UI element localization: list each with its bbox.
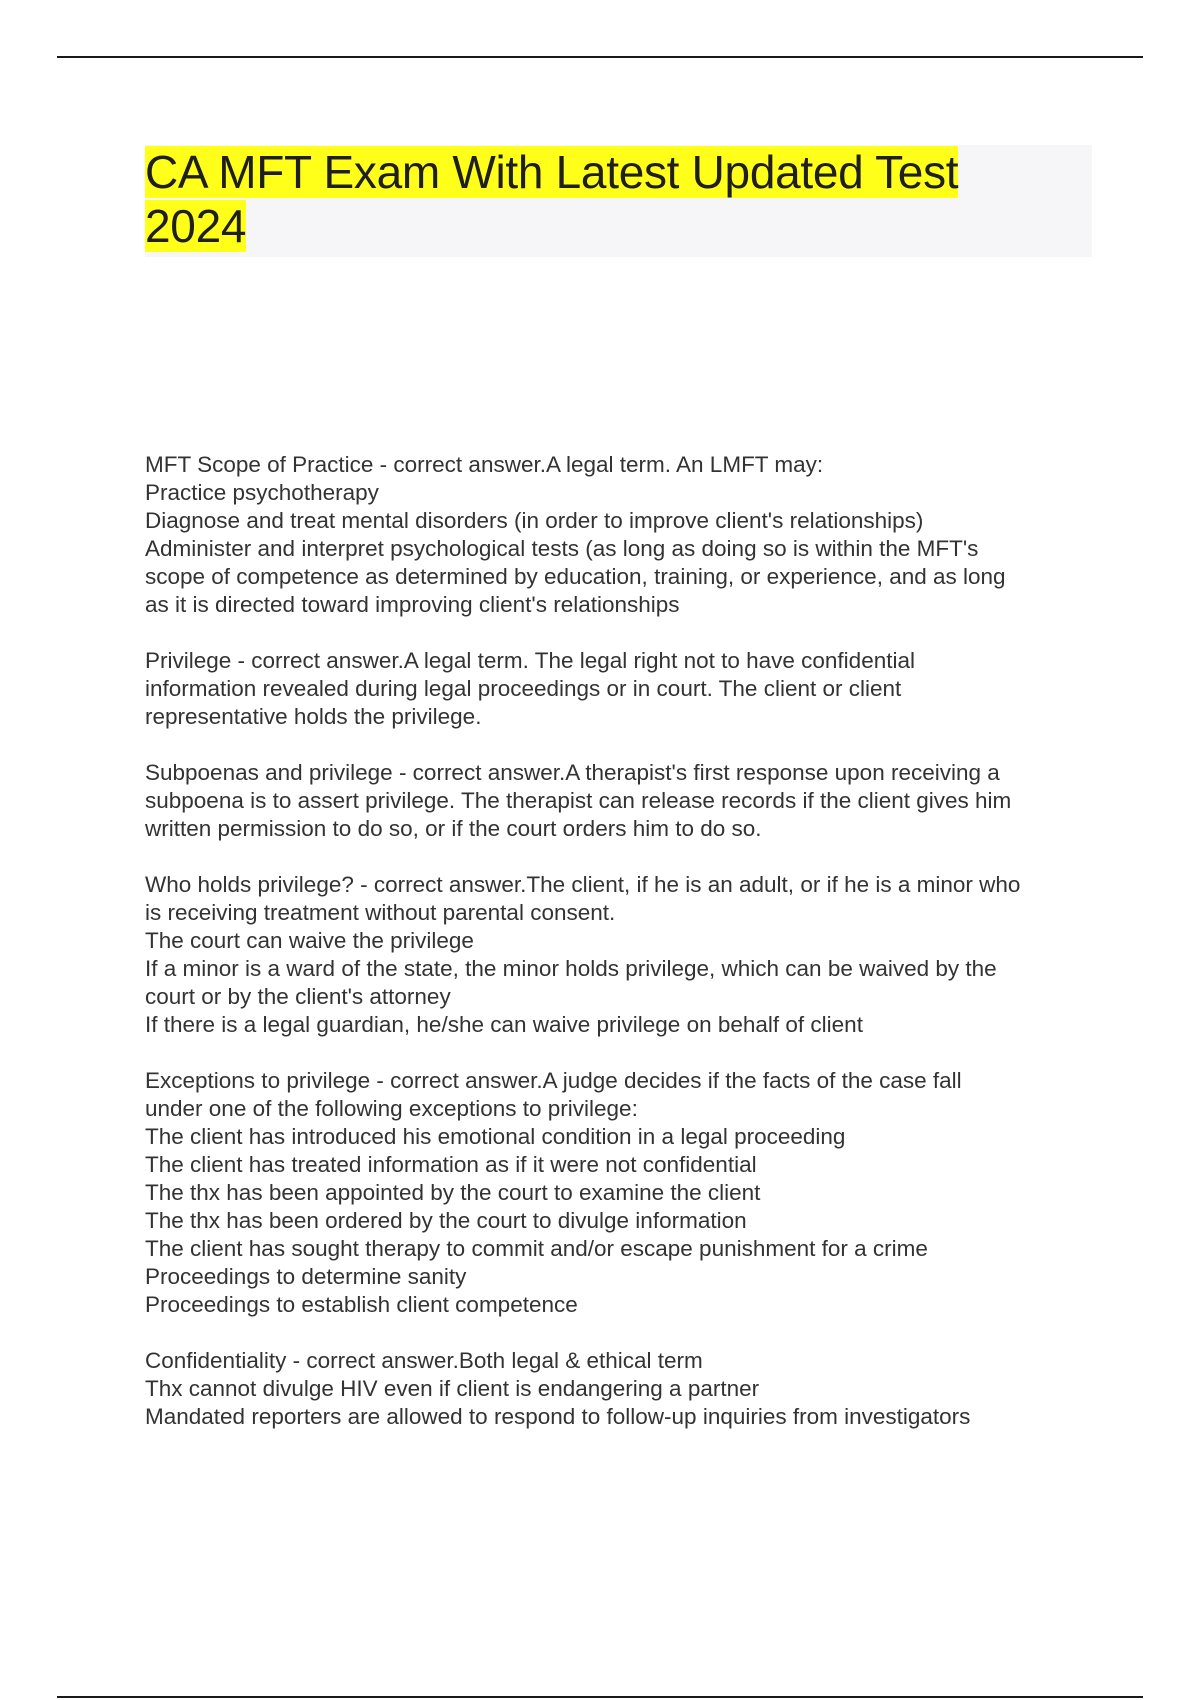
entry-line: Who holds privilege? - correct answer.The client, if he is an adult, or if he is a minor who: [145, 872, 1021, 897]
entry-line: The client has sought therapy to commit and/or escape punishment for a crime: [145, 1236, 928, 1261]
entry-line: information revealed during legal proceedings or in court. The client or client: [145, 676, 902, 701]
entry-scope-of-practice: [145, 451, 1100, 619]
entry-line: Confidentiality - correct answer.Both legal & ethical term: [145, 1348, 703, 1373]
document-body: [145, 451, 1100, 1459]
bottom-rule: [57, 1696, 1143, 1698]
title-line-1: CA MFT Exam With Latest Updated Test: [145, 146, 959, 198]
entry-confidentiality: [145, 1347, 1100, 1431]
entry-line: If there is a legal guardian, he/she can waive privilege on behalf of client: [145, 1012, 863, 1037]
entry-line: Privilege - correct answer.A legal term. The legal right not to have confidential: [145, 648, 915, 673]
entry-line: written permission to do so, or if the court orders him to do so.: [145, 816, 762, 841]
entry-line: Diagnose and treat mental disorders (in order to improve client's relationships): [145, 508, 924, 533]
entry-line: Practice psychotherapy: [145, 480, 379, 505]
entry-line: Proceedings to determine sanity: [145, 1264, 467, 1289]
entry-line: under one of the following exceptions to privilege:: [145, 1096, 638, 1121]
entry-who-holds-privilege: [145, 871, 1100, 1039]
entry-subpoenas: [145, 759, 1100, 843]
entry-line: The court can waive the privilege: [145, 928, 474, 953]
entry-line: If a minor is a ward of the state, the minor holds privilege, which can be waived by the: [145, 956, 997, 981]
title-block: [145, 145, 1092, 257]
entry-line: Proceedings to establish client competence: [145, 1292, 578, 1317]
entry-line: The thx has been appointed by the court to examine the client: [145, 1180, 761, 1205]
entry-line: The client has introduced his emotional condition in a legal proceeding: [145, 1124, 846, 1149]
entry-line: Subpoenas and privilege - correct answer.A therapist's first response upon receiving a: [145, 760, 1000, 785]
entry-line: Mandated reporters are allowed to respond to follow-up inquiries from investigators: [145, 1404, 971, 1429]
entry-line: as it is directed toward improving client's relationships: [145, 592, 680, 617]
document-title: [145, 145, 1092, 253]
entry-line: is receiving treatment without parental consent.: [145, 900, 616, 925]
entry-line: The client has treated information as if it were not confidential: [145, 1152, 757, 1177]
entry-line: Thx cannot divulge HIV even if client is endangering a partner: [145, 1376, 760, 1401]
entry-line: subpoena is to assert privilege. The therapist can release records if the client gives him: [145, 788, 1012, 813]
entry-line: Administer and interpret psychological tests (as long as doing so is within the MFT's: [145, 536, 979, 561]
entry-line: MFT Scope of Practice - correct answer.A legal term. An LMFT may:: [145, 452, 824, 477]
entry-line: The thx has been ordered by the court to divulge information: [145, 1208, 747, 1233]
title-line-2: 2024: [145, 200, 247, 252]
entry-privilege: [145, 647, 1100, 731]
entry-line: representative holds the privilege.: [145, 704, 482, 729]
top-rule: [57, 56, 1143, 58]
entry-line: court or by the client's attorney: [145, 984, 451, 1009]
entry-exceptions: [145, 1067, 1100, 1319]
entry-line: scope of competence as determined by education, training, or experience, and as long: [145, 564, 1006, 589]
entry-line: Exceptions to privilege - correct answer.A judge decides if the facts of the case fall: [145, 1068, 962, 1093]
